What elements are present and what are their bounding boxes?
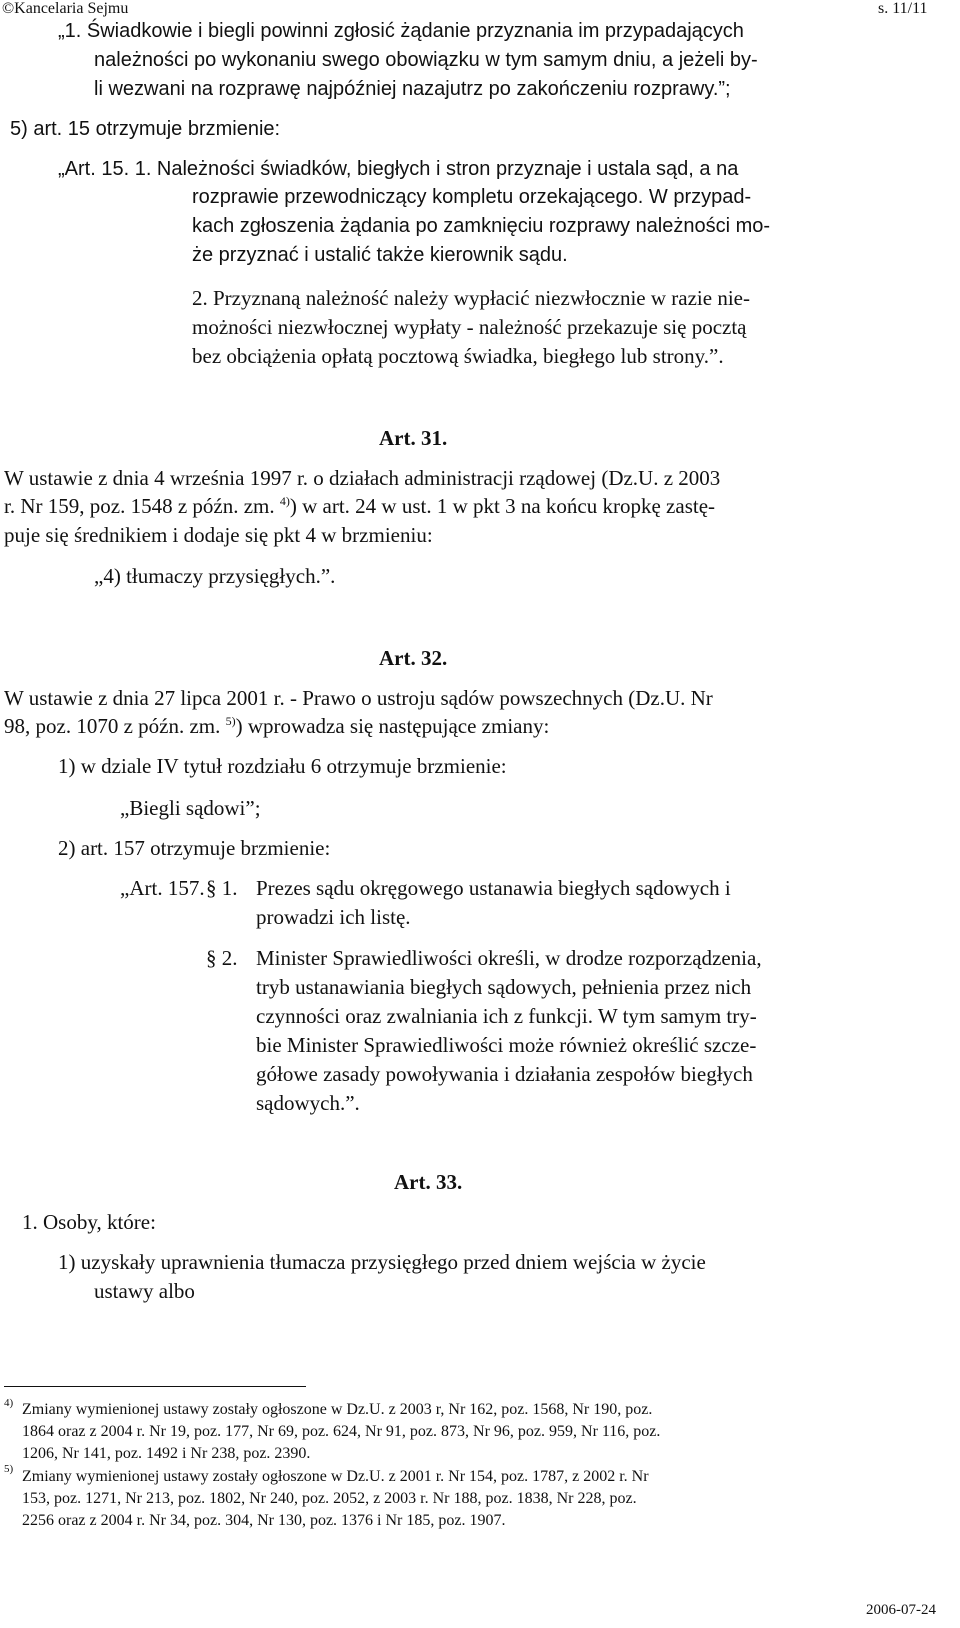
art157-s1-line-2: prowadzi ich listę. <box>256 905 411 929</box>
art157-s2-line-2: tryb ustanawiania biegłych sądowych, pełnienia przez nich <box>256 975 752 999</box>
intro-line-3: li wezwani na rozprawę najpóźniej nazajutrz po zakończeniu rozprawy.”; <box>94 78 731 100</box>
item-5: 5) art. 15 otrzymuje brzmienie: <box>10 118 281 140</box>
art15-p2-line-1: 2. Przyznaną należność należy wypłacić niezwłocznie w razie nie- <box>192 286 750 310</box>
footnote-5-mark: 5) <box>4 1463 14 1475</box>
art157-s2-line-6: sądowych.”. <box>256 1091 360 1115</box>
art157-s2-line-5: gółowe zasady powoływania i działania zespołów biegłych <box>256 1062 753 1086</box>
footnote-4-line-2: 1864 oraz z 2004 r. Nr 19, poz. 177, Nr 69, poz. 624, Nr 91, poz. 873, Nr 96, poz. 959, Nr 116, poz. <box>22 1423 661 1440</box>
intro-line-2: należności po wykonaniu swego obowiązku w tym samym dniu, a jeżeli by- <box>94 49 758 71</box>
art15-line-1: „Art. 15. 1. Należności świadków, biegłych i stron przyznaje i ustala sąd, a na <box>58 158 739 180</box>
footnote-5-line-3: 2256 oraz z 2004 r. Nr 34, poz. 304, Nr 130, poz. 1376 i Nr 185, poz. 1907. <box>22 1512 506 1529</box>
art33-title: Art. 33. <box>394 1170 463 1194</box>
art32-item-1-quote: „Biegli sądowi”; <box>120 796 261 820</box>
art32-item-2: 2) art. 157 otrzymuje brzmienie: <box>58 836 331 860</box>
art15-p2-line-2: możności niezwłocznej wypłaty - należność przekazuje się pocztą <box>192 315 747 339</box>
art157-s2-line-1: Minister Sprawiedliwości określi, w drodze rozporządzenia, <box>256 946 762 970</box>
art32-line-1: W ustawie z dnia 27 lipca 2001 r. - Prawo o ustroju sądów powszechnych (Dz.U. Nr <box>4 686 713 710</box>
footnote-5-line-1: Zmiany wymienionej ustawy zostały ogłoszone w Dz.U. z 2001 r. Nr 154, poz. 1787, z 2002 r. Nr <box>22 1468 649 1485</box>
footnote-separator <box>4 1386 306 1387</box>
art157-heading: „Art. 157. <box>120 876 205 900</box>
art15-p2-line-3: bez obciążenia opłatą pocztową świadka, biegłego lub strony.”. <box>192 344 724 368</box>
art32-line-2: 98, poz. 1070 z późn. zm. $^{5)}$) wprowadza się następujące zmiany: <box>4 714 550 738</box>
footnote-ref-4: 4) <box>279 494 290 508</box>
header-source: ©Kancelaria Sejmu <box>2 0 129 17</box>
footnote-4-mark: 4) <box>4 1397 14 1409</box>
footnote-5-line-2: 153, poz. 1271, Nr 213, poz. 1802, Nr 240, poz. 2052, z 2003 r. Nr 188, poz. 1838, Nr 228, poz. <box>22 1490 637 1507</box>
art157-s1-mark: § 1. <box>206 876 238 900</box>
art31-quote: „4) tłumaczy przysięgłych.”. <box>94 564 336 588</box>
header-page-number: s. 11/11 <box>878 0 928 17</box>
art31-title: Art. 31. <box>379 426 448 450</box>
art31-line-1: W ustawie z dnia 4 września 1997 r. o działach administracji rządowej (Dz.U. z 2003 <box>4 466 721 490</box>
art15-line-4: że przyznać i ustalić także kierownik sądu. <box>192 244 568 266</box>
art15-line-3: kach zgłoszenia żądania po zamknięciu rozprawy należności mo- <box>192 215 771 237</box>
art15-line-2: rozprawie przewodniczący kompletu orzekającego. W przypad- <box>192 186 752 208</box>
footnote-4-line-3: 1206, Nr 141, poz. 1492 i Nr 238, poz. 2390. <box>22 1445 311 1462</box>
art33-item-1-line-1: 1) uzyskały uprawnienia tłumacza przysięgłego przed dniem wejścia w życie <box>58 1250 706 1274</box>
art157-s2-line-3: czynności oraz zwalniania ich z funkcji. W tym samym try- <box>256 1004 757 1028</box>
art157-s2-mark: § 2. <box>206 946 238 970</box>
art33-p1: 1. Osoby, które: <box>22 1210 156 1234</box>
art32-title: Art. 32. <box>379 646 448 670</box>
art31-line-3: puje się średnikiem i dodaje się pkt 4 w brzmieniu: <box>4 523 433 547</box>
art31-line-2: r. Nr 159, poz. 1548 z późn. zm. $^{4)}$) w art. 24 w ust. 1 w pkt 3 na końcu kropkę zastę- <box>4 494 716 518</box>
art32-item-1: 1) w dziale IV tytuł rozdziału 6 otrzymuje brzmienie: <box>58 754 507 778</box>
art33-item-1-line-2: ustawy albo <box>94 1279 195 1303</box>
art157-s2-line-4: bie Minister Sprawiedliwości może również określić szcze- <box>256 1033 757 1057</box>
footnote-4-line-1: Zmiany wymienionej ustawy zostały ogłoszone w Dz.U. z 2003 r, Nr 162, poz. 1568, Nr 190, poz. <box>22 1401 653 1418</box>
art157-s1-line-1: Prezes sądu okręgowego ustanawia biegłych sądowych i <box>256 876 731 900</box>
footer-date: 2006-07-24 <box>866 1602 936 1618</box>
footnote-ref-5: 5) <box>225 714 236 728</box>
intro-line-1: „1. Świadkowie i biegli powinni zgłosić żądanie przyznania im przypadających <box>58 20 744 42</box>
